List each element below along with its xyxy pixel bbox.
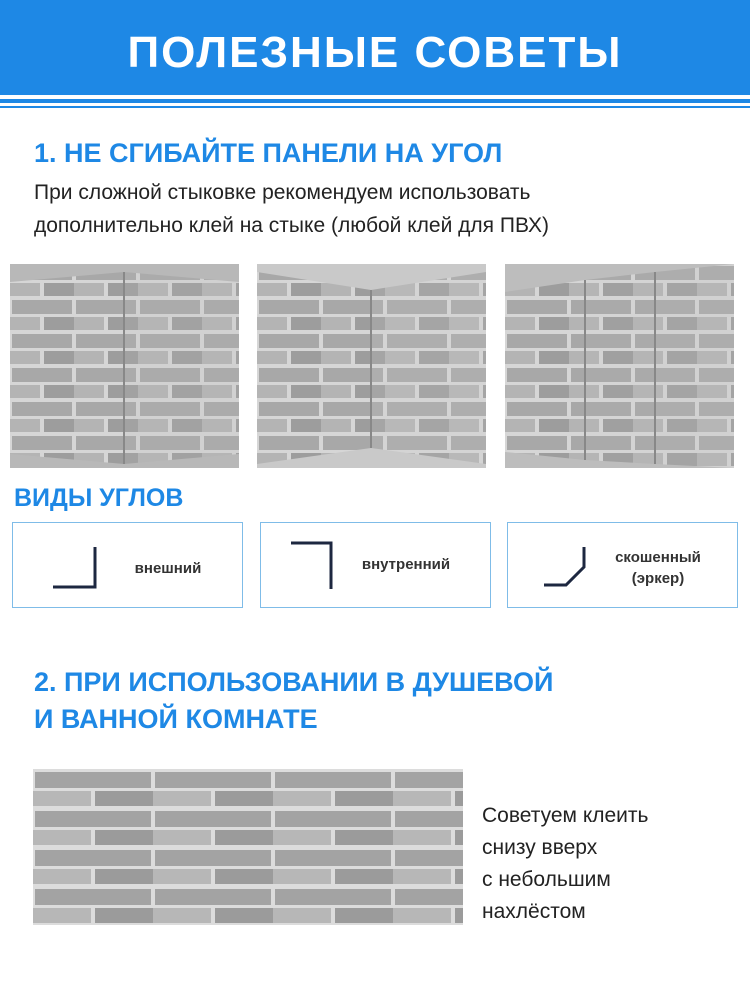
header-stripe-thin bbox=[0, 106, 750, 108]
tip1-text-line1: При сложной стыковке рекомендуем использовать bbox=[34, 181, 531, 204]
corner-type-external bbox=[12, 522, 243, 608]
header-stripe bbox=[0, 99, 750, 103]
advice-line-1: Советуем клеить bbox=[482, 804, 649, 827]
tip1-text-line2: дополнительно клей на стыке (любой клей для ПВХ) bbox=[34, 214, 550, 237]
beveled-corner-label-line1: скошенный bbox=[615, 549, 701, 566]
corner-type-beveled bbox=[507, 522, 738, 608]
tip1-title: 1. НЕ СГИБАЙТЕ ПАНЕЛИ НА УГОЛ bbox=[34, 138, 503, 168]
tip2-advice bbox=[482, 800, 648, 928]
tip2-title-line2: И ВАННОЙ КОМНАТЕ bbox=[34, 704, 318, 734]
tip2-title-line1: 2. ПРИ ИСПОЛЬЗОВАНИИ В ДУШЕВОЙ bbox=[34, 667, 554, 697]
internal-corner-label: внутренний bbox=[361, 556, 451, 573]
beveled-corner-label-line2: (эркер) bbox=[631, 570, 685, 587]
page-title: ПОЛЕЗНЫЕ СОВЕТЫ bbox=[127, 28, 623, 77]
corner-type-internal bbox=[260, 522, 491, 608]
advice-line-2: снизу вверх bbox=[482, 836, 598, 859]
beveled-corner-label bbox=[588, 547, 728, 589]
corner-types-title: ВИДЫ УГЛОВ bbox=[14, 484, 184, 512]
internal-corner-icon bbox=[287, 537, 347, 597]
advice-line-3: с небольшим bbox=[482, 868, 611, 891]
corner-photo-external bbox=[10, 264, 239, 468]
brick-panel-photo bbox=[33, 769, 463, 925]
external-corner-icon bbox=[49, 543, 109, 593]
external-corner-label: внешний bbox=[134, 560, 202, 577]
corner-photo-internal bbox=[257, 264, 486, 468]
advice-line-4: нахлёстом bbox=[482, 900, 586, 923]
corner-photo-beveled bbox=[505, 264, 734, 468]
